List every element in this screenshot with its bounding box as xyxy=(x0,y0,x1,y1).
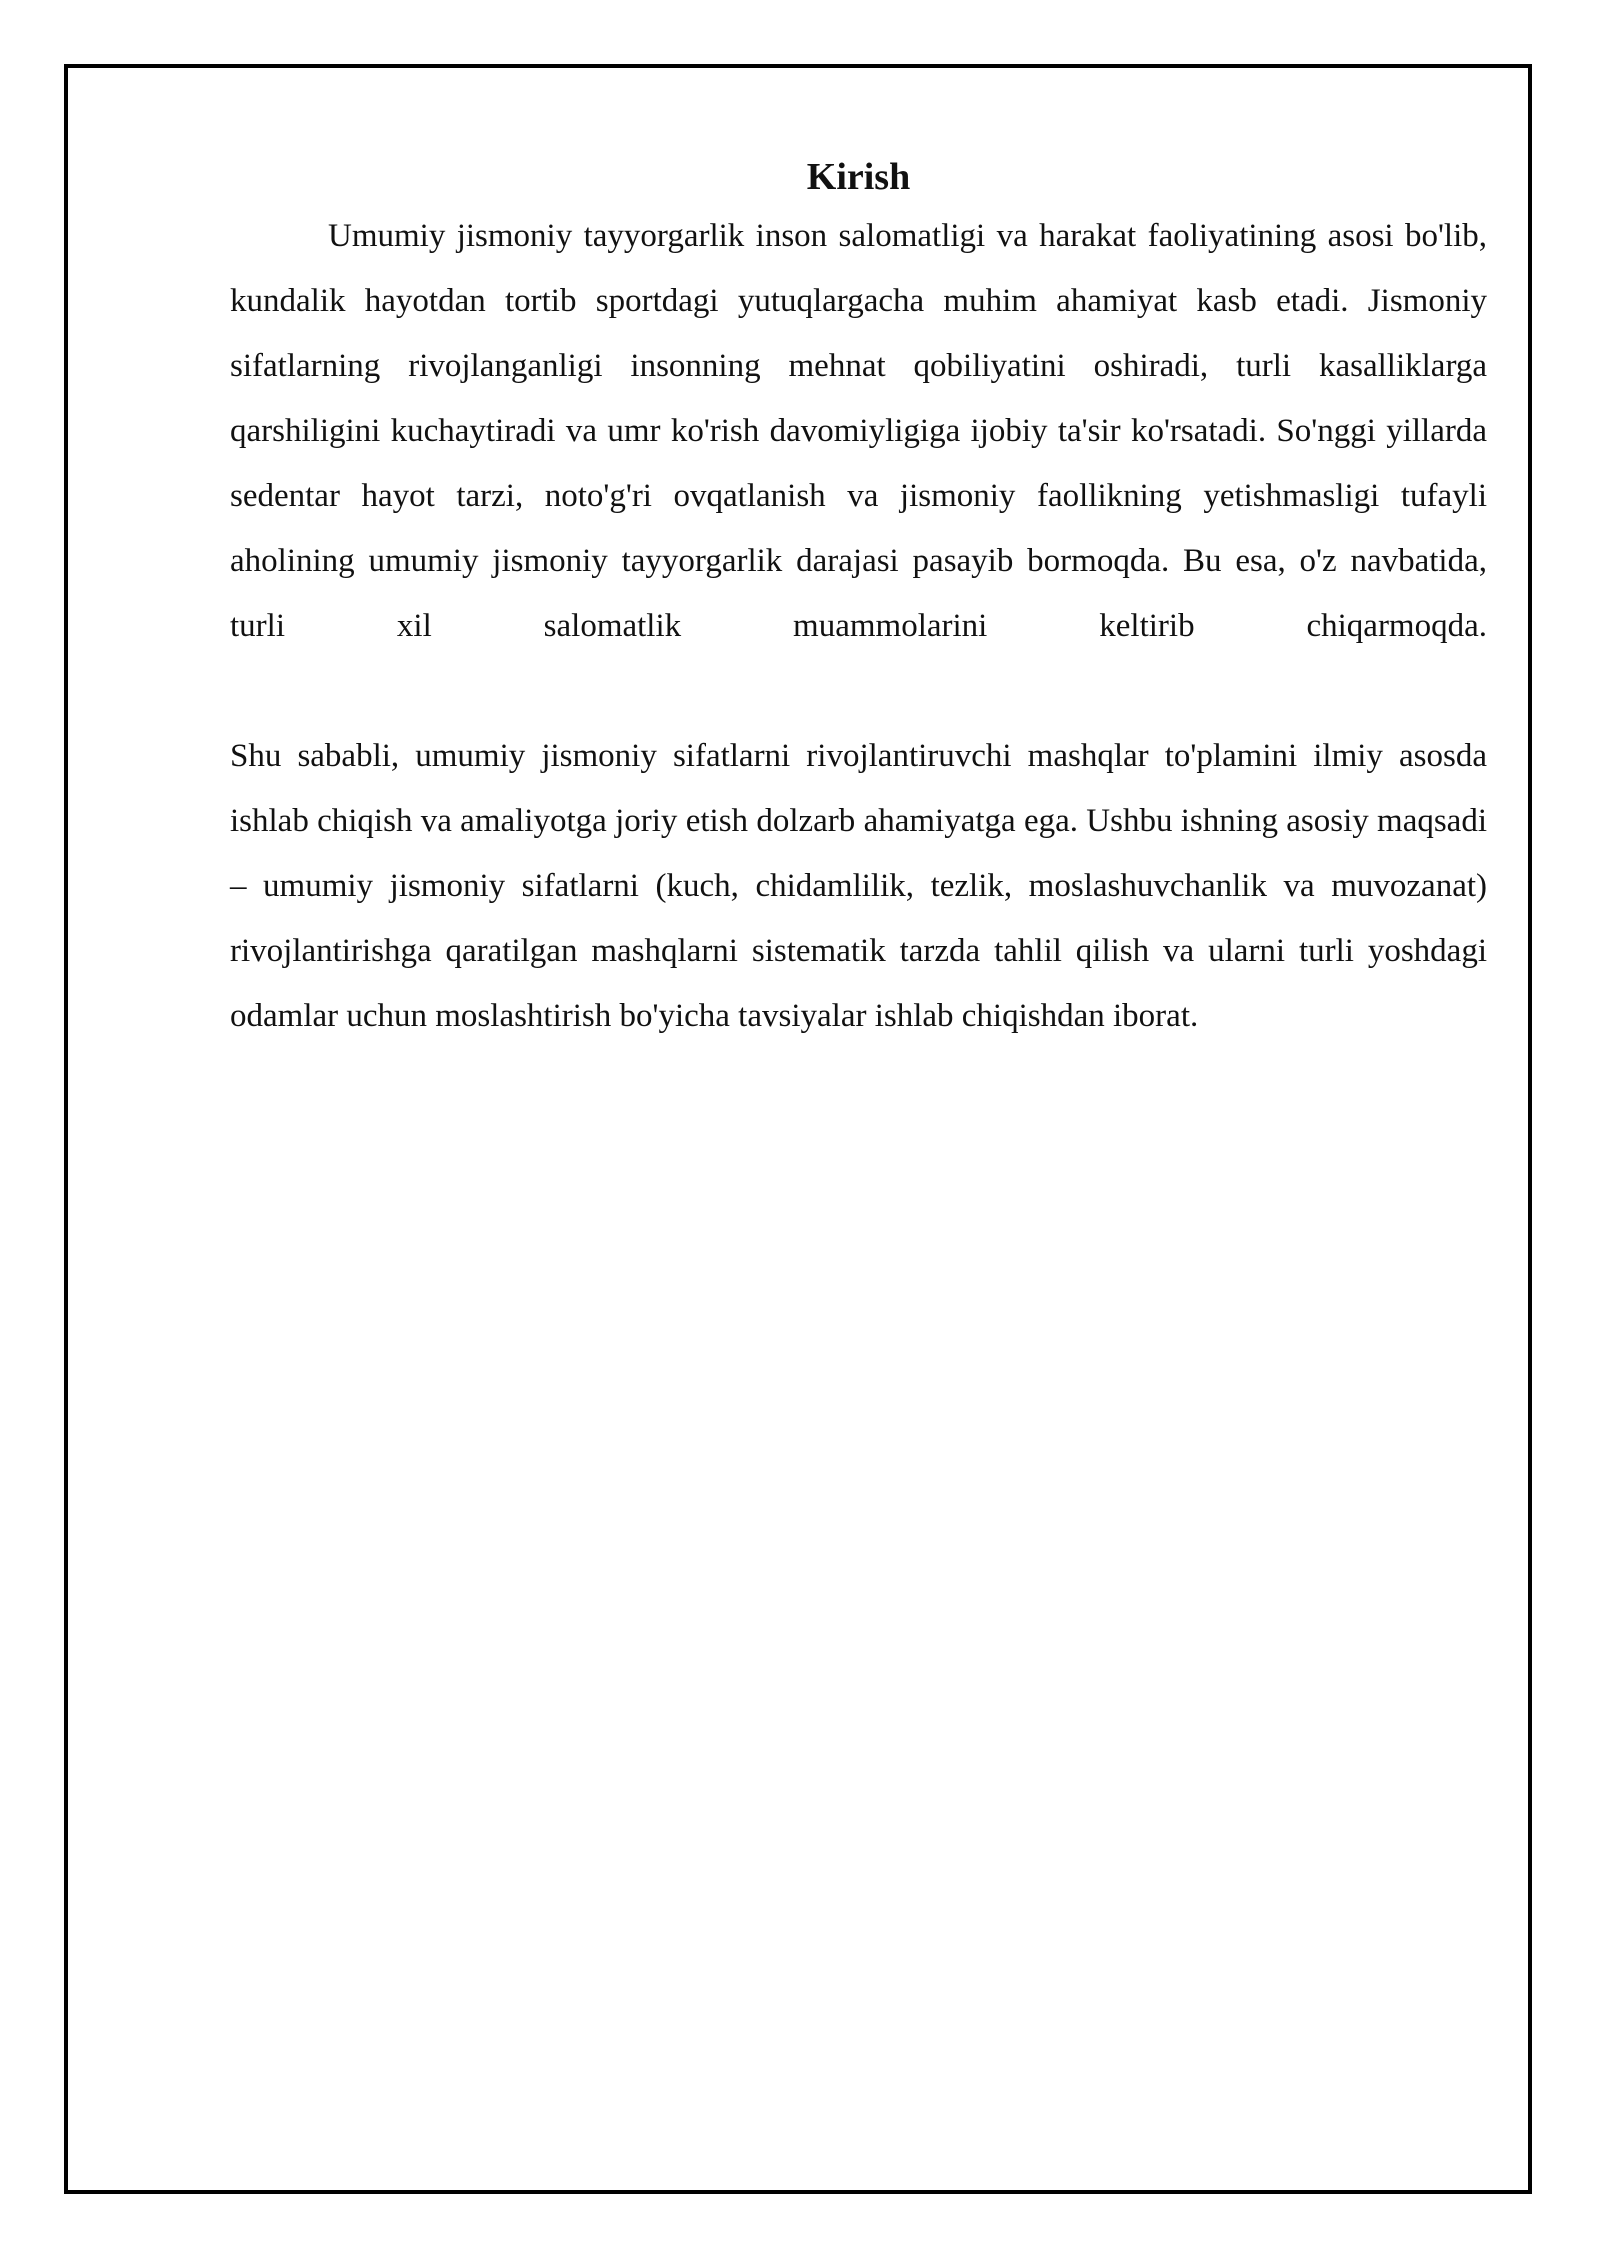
paragraph-intro: Umumiy jismoniy tayyorgarlik inson salomatligi va harakat faoliyatining asosi bo'lib, kundalik hayotdan tortib sportdagi yutuqlargacha muhim ahamiyat kasb etadi. Jismoniy sifatlarning rivojlanganligi insonning mehnat qobiliyatini oshiradi, turli kasalliklarga qarshiligini kuchaytiradi va umr ko'rish davomiyligiga ijobiy ta'sir ko'rsatadi. So'nggi yillarda sedentar hayot tarzi, noto'g'ri ovqatlanish va jismoniy faollikning yetishmasligi tufayli aholining umumiy jismoniy tayyorgarlik darajasi pasayib bormoqda. Bu esa, o'z navbatida, turli xil salomatlik muammolarini keltirib chiqarmoqda. xyxy=(230,218,1487,644)
document-body xyxy=(230,150,1487,1049)
paragraph-purpose: Shu sababli, umumiy jismoniy sifatlarni rivojlantiruvchi mashqlar to'plamini ilmiy asosda ishlab chiqish va amaliyotga joriy etish dolzarb ahamiyatga ega. Ushbu ishning asosiy maqsadi – umumiy jismoniy sifatlarni (kuch, chidamlilik, tezlik, moslashuvchanlik va muvozanat) rivojlantirishga qaratilgan mashqlarni sistematik tarzda tahlil qilish va ularni turli yoshdagi odamlar uchun moslashtirish bo'yicha tavsiyalar ishlab chiqishdan iborat. xyxy=(230,738,1487,1034)
section-title: Kirish xyxy=(806,156,911,198)
